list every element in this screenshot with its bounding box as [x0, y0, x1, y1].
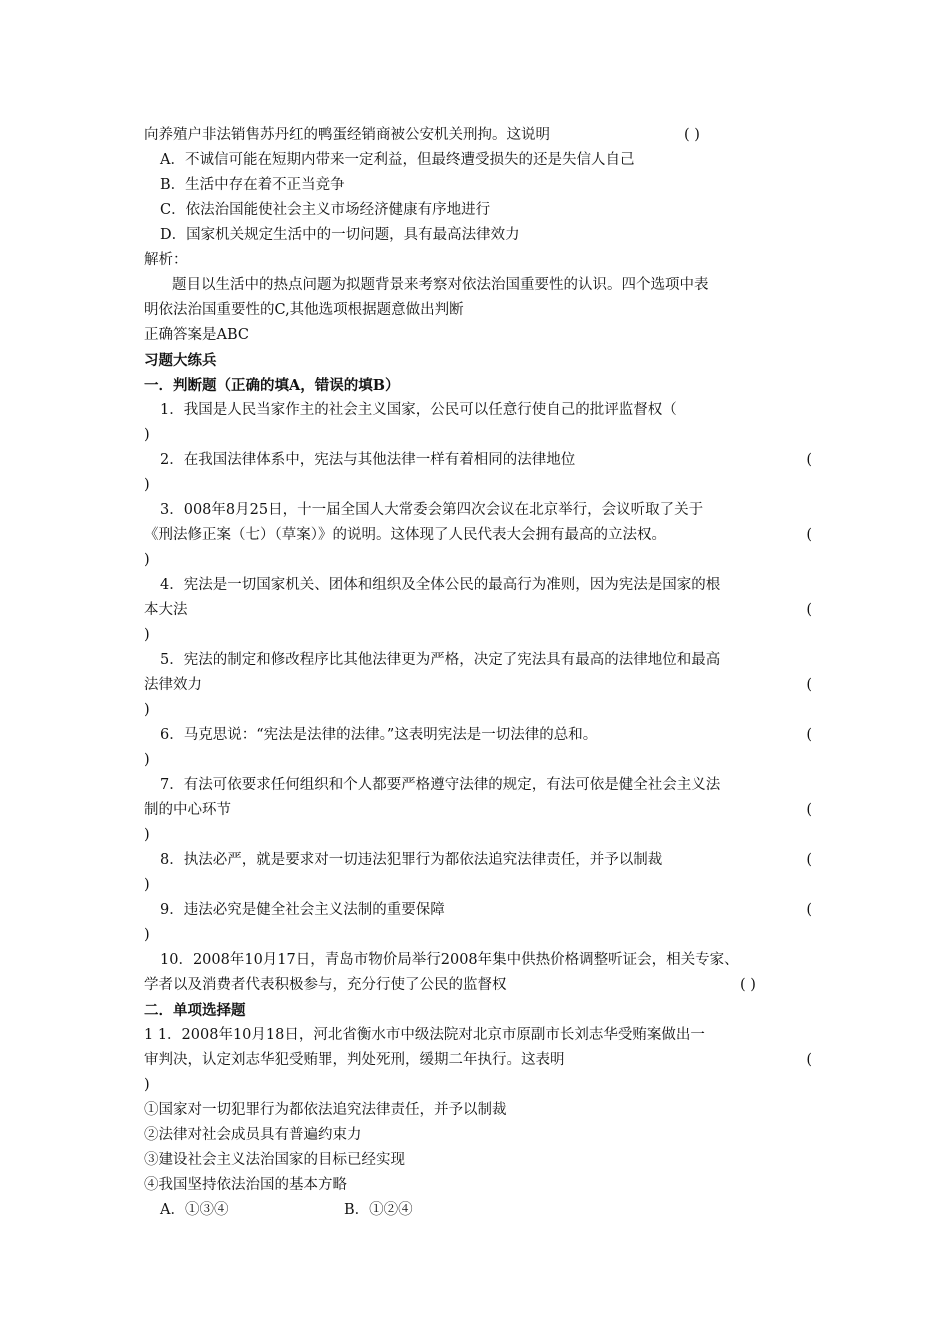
- judge-q7-line2: [144, 798, 812, 823]
- judge-q4-close: ): [144, 627, 150, 643]
- judge-q3-line1: 3．008年8月25日，十一届全国人大常委会第四次会议在北京举行，会议听取了关于: [160, 502, 704, 518]
- analysis-text-2: 明依法治国重要性的C,其他选项根据题意做出判断: [144, 302, 464, 318]
- statement-4: ④我国坚持依法治国的基本方略: [144, 1177, 347, 1193]
- statement-3: ③建设社会主义法治国家的目标已经实现: [144, 1152, 405, 1168]
- judge-q4-open: (: [806, 602, 812, 618]
- judge-q3-line2: [144, 523, 812, 548]
- choice-row: [144, 1198, 812, 1223]
- single-q11-text: 审判决，认定刘志华犯受贿罪，判处死刑，缓期二年执行。这表明: [144, 1052, 565, 1068]
- stem-text: 向养殖户非法销售苏丹红的鸭蛋经销商被公安机关刑拘。这说明: [144, 127, 550, 143]
- judge-q3-text: 《刑法修正案（七）（草案）》的说明。这体现了人民代表大会拥有最高的立法权。: [144, 527, 666, 543]
- judge-q7-text: 制的中心环节: [144, 802, 231, 818]
- judge-q3-close: ): [144, 552, 150, 568]
- statement-2: ②法律对社会成员具有普遍约束力: [144, 1127, 362, 1143]
- option-a: A．不诚信可能在短期内带来一定利益，但最终遭受损失的还是失信人自己: [160, 152, 635, 168]
- judge-q6-line1: [144, 723, 812, 748]
- answer-blank: ( ): [684, 127, 700, 143]
- judge-q8-close: ): [144, 877, 150, 893]
- judge-q8-open: (: [806, 852, 812, 868]
- judge-q7-open: (: [806, 802, 812, 818]
- single-q11-line1: 1 1．2008年10月18日，河北省衡水市中级法院对北京市原副市长刘志华受贿案做出一: [144, 1027, 705, 1043]
- answer-text: 正确答案是ABC: [144, 327, 249, 343]
- judge-q9-text: 9．违法必究是健全社会主义法制的重要保障: [160, 902, 445, 918]
- judge-q1-close: ): [144, 427, 150, 443]
- single-choice-heading: 二．单项选择题: [144, 1002, 246, 1019]
- document-page: [144, 123, 812, 1223]
- single-q11-close: ): [144, 1077, 150, 1093]
- judge-q7-close: ): [144, 827, 150, 843]
- single-q11-open: (: [806, 1052, 812, 1068]
- judge-q2-close: ): [144, 477, 150, 493]
- judge-q2-text: 2．在我国法律体系中，宪法与其他法律一样有着相同的法律地位: [160, 452, 576, 468]
- judge-q5-open: (: [806, 677, 812, 693]
- judge-q2-open: (: [806, 452, 812, 468]
- analysis-text-1: 题目以生活中的热点问题为拟题背景来考察对依法治国重要性的认识。四个选项中表: [172, 277, 709, 293]
- judge-q8-text: 8．执法必严，就是要求对一切违法犯罪行为都依法追究法律责任，并予以制裁: [160, 852, 663, 868]
- judge-q4-text: 本大法: [144, 602, 188, 618]
- judge-q9-open: (: [806, 902, 812, 918]
- option-b: B．生活中存在着不正当竞争: [160, 177, 345, 193]
- judge-q10-text: 学者以及消费者代表积极参与，充分行使了公民的监督权: [144, 977, 507, 993]
- judge-q6-open: (: [806, 727, 812, 743]
- judge-q7-line1: 7．有法可依要求任何组织和个人都要严格遵守法律的规定，有法可依是健全社会主义法: [160, 777, 721, 793]
- judge-q6-close: ): [144, 752, 150, 768]
- section-title: 习题大练兵: [144, 352, 217, 369]
- analysis-label: 解析：: [144, 252, 188, 268]
- judge-q6-text: 6．马克思说：“宪法是法律的法律。”这表明宪法是一切法律的总和。: [160, 727, 598, 743]
- judge-q10-line2: [144, 973, 812, 998]
- judge-q3-open: (: [806, 527, 812, 543]
- single-q11-line2: [144, 1048, 812, 1073]
- judge-q5-line2: [144, 673, 812, 698]
- judge-q4-line2: [144, 598, 812, 623]
- judge-heading: 一．判断题（正确的填A，错误的填B）: [144, 377, 400, 394]
- judge-q1-line1: 1．我国是人民当家作主的社会主义国家，公民可以任意行使自己的批评监督权（: [160, 402, 677, 418]
- choice-a: A．①③④: [160, 1202, 229, 1218]
- judge-q8-line1: [144, 848, 812, 873]
- judge-q10-line1: 10．2008年10月17日，青岛市物价局举行2008年集中供热价格调整听证会，相关专家、: [160, 952, 739, 968]
- judge-q9-line1: [144, 898, 812, 923]
- judge-q5-line1: 5．宪法的制定和修改程序比其他法律更为严格，决定了宪法具有最高的法律地位和最高: [160, 652, 721, 668]
- judge-q5-text: 法律效力: [144, 677, 202, 693]
- judge-q5-close: ): [144, 702, 150, 718]
- statement-1: ①国家对一切犯罪行为都依法追究法律责任，并予以制裁: [144, 1102, 507, 1118]
- question-stem: [144, 123, 812, 148]
- choice-b: B．①②④: [344, 1202, 413, 1218]
- option-d: D．国家机关规定生活中的一切问题，具有最高法律效力: [160, 227, 520, 243]
- judge-q4-line1: 4．宪法是一切国家机关、团体和组织及全体公民的最高行为准则，因为宪法是国家的根: [160, 577, 721, 593]
- judge-q9-close: ): [144, 927, 150, 943]
- option-c: C．依法治国能使社会主义市场经济健康有序地进行: [160, 202, 491, 218]
- judge-q2-line1: [144, 448, 812, 473]
- judge-q10-blank: ( ): [740, 977, 756, 993]
